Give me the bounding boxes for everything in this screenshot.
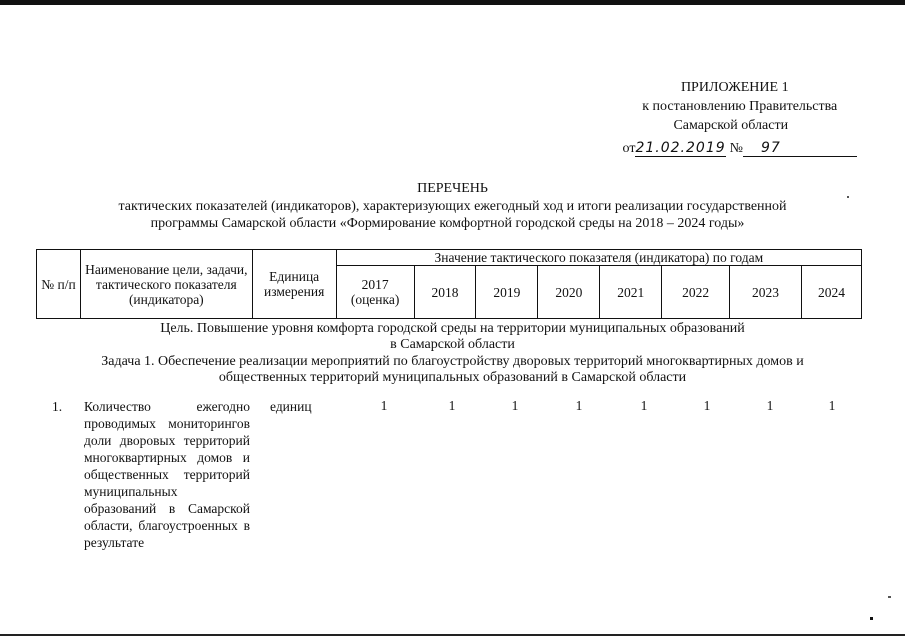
goal-line-2: в Самарской области — [390, 337, 515, 352]
header-unit: Единица измерения — [252, 250, 336, 319]
header-year: 2024 — [801, 266, 861, 319]
goal-heading — [0, 321, 905, 353]
header-year: 2023 — [730, 266, 802, 319]
title-heading: ПЕРЕЧЕНЬ — [417, 181, 488, 196]
row-value-2023: 1 — [766, 398, 774, 413]
appendix-block — [623, 78, 857, 158]
header-year: 2018 — [414, 266, 476, 319]
scan-bottom-edge — [0, 634, 905, 636]
header-name: Наименование цели, задачи, тактического показателя (индикатора) — [80, 250, 252, 319]
appendix-title: ПРИЛОЖЕНИЕ 1 — [680, 80, 789, 95]
scan-speck — [870, 617, 873, 620]
scan-speck — [847, 196, 849, 198]
title-line-3: программы Самарской области «Формирование комфортной городской среды на 2018 – 2024 годы» — [150, 216, 745, 231]
date-value: 21.02.2019 — [635, 140, 726, 156]
header-values-group: Значение тактического показателя (индикатора) по годам — [336, 250, 861, 266]
document-title — [0, 180, 905, 232]
row-unit: единиц — [270, 399, 312, 414]
appendix-resolution: к постановлению Правительства — [642, 99, 838, 114]
number-prefix: № — [729, 141, 743, 156]
row-value-2018: 1 — [448, 398, 456, 413]
appendix-date-line — [623, 139, 857, 158]
header-year: 2020 — [538, 266, 600, 319]
header-year: 2019 — [476, 266, 538, 319]
title-line-2: тактических показателей (индикаторов), характеризующих ежегодный ход и итоги реализации государственной — [118, 199, 787, 214]
row-value-2021: 1 — [640, 398, 648, 413]
header-year: 2021 — [600, 266, 662, 319]
task-line-1: Задача 1. Обеспечение реализации мероприятий по благоустройству дворовых территорий многоквартирных домов и — [101, 354, 804, 369]
row-value-2022: 1 — [703, 398, 711, 413]
table-header-row — [37, 250, 862, 266]
row-indicator-name: Количество ежегодно проводимых мониторингов доли дворовых территорий многоквартирных домов и общественных территорий муниципальных образований в Самарской области, благоустроенных в результате — [84, 399, 250, 550]
header-num: № п/п — [37, 250, 81, 319]
row-value-2024: 1 — [828, 398, 836, 413]
row-value-2017: 1 — [380, 398, 388, 413]
scan-top-edge — [0, 0, 905, 5]
scan-speck — [888, 596, 891, 598]
number-value: 97 — [743, 140, 857, 157]
header-year: 2017 (оценка) — [336, 266, 414, 319]
task-heading — [0, 354, 905, 386]
row-number: 1. — [52, 399, 63, 414]
row-value-2019: 1 — [511, 398, 519, 413]
indicators-table — [36, 249, 862, 319]
date-prefix: от — [622, 141, 636, 156]
task-line-2: общественных территорий муниципальных образований в Самарской области — [218, 370, 687, 385]
appendix-region: Самарской области — [673, 118, 789, 133]
row-value-2020: 1 — [575, 398, 583, 413]
header-year: 2022 — [662, 266, 730, 319]
goal-line-1: Цель. Повышение уровня комфорта городской среды на территории муниципальных образований — [160, 321, 745, 336]
